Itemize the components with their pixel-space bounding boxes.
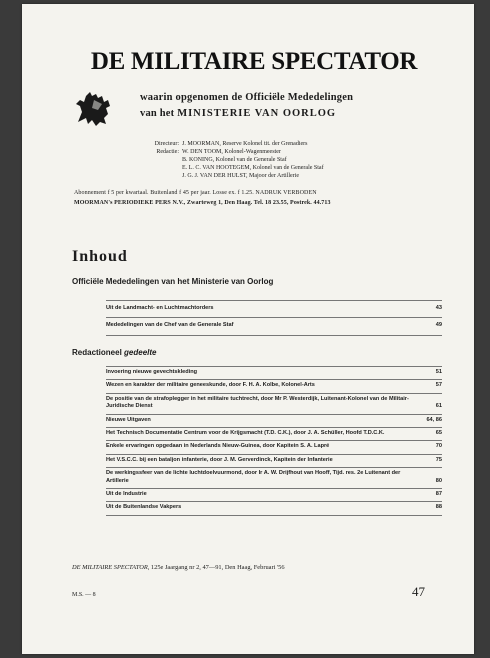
- toc-entry: [106, 502, 442, 515]
- toc-entry: [106, 394, 442, 415]
- toc-entry-page: 88: [435, 504, 442, 511]
- toc-entry-page: 43: [435, 305, 442, 311]
- redactie-label: Redactie:: [156, 149, 179, 155]
- toc-entry-page: 57: [435, 382, 442, 389]
- redactie-member: W. DEN TOOM, Kolonel-Wagenmeester: [182, 149, 281, 155]
- toc-entry-title: Het Technisch Documentatie Centrum voor de Krijgsmacht (T.D. C.K.), door J. A. Schüller, Hoofd T.D.C.K.: [106, 430, 385, 437]
- issue-footer: [72, 564, 444, 571]
- toc-entry: [106, 455, 442, 468]
- publisher-line: MOORMAN's PERIODIEKE PERS N.V., Zwarteweg 1, Den Haag. Tel. 18 23.55, Postrek. 44.713: [74, 200, 331, 206]
- toc-entry-page: 49: [435, 322, 442, 329]
- section-official-title: Officiële Mededelingen van het Ministerie van Oorlog: [72, 277, 274, 286]
- redactie-member: E. L. C. VAN HOOTEGEM, Kolonel van de Generale Staf: [182, 165, 324, 171]
- ms-label: M.S. — 8: [72, 592, 96, 598]
- ministry-name: MINISTERIE VAN OORLOG: [177, 108, 337, 119]
- toc-entry-title: Nieuwe Uitgaven: [106, 416, 151, 423]
- subscription-line: Abonnement f 5 per kwartaal. Buitenland f 45 per jaar. Losse ex. f 1.25. NADRUK VERBODEN: [74, 190, 317, 196]
- directeur-label: Directeur:: [154, 141, 179, 147]
- toc-entry-page: 87: [435, 491, 442, 498]
- contents-heading: Inhoud: [72, 248, 128, 265]
- masthead-title: DE MILITAIRE SPECTATOR: [90, 48, 418, 75]
- toc-entry: [106, 380, 442, 393]
- toc-entry-title: De werkingssfeer van de lichte luchtdoelvuurmond, door Ir A. W. Drijfhout van Hooff, Tijd. res. 2e Luitenant der Artillerie: [106, 470, 401, 484]
- toc-entry-title: Het V.S.C.C. bij een bataljon infanterie, door J. M. Gerverdinck, Kapitein der Infanterie: [106, 456, 333, 463]
- toc-entry-page: 75: [435, 456, 442, 463]
- toc-entry-page: 80: [435, 477, 442, 484]
- toc-entry: [106, 366, 442, 380]
- section-editorial-prefix: Redactioneel: [72, 348, 125, 357]
- subtitle-prefix: van het: [140, 108, 178, 119]
- toc-entry: [106, 300, 442, 318]
- document-page: [22, 4, 474, 654]
- subtitle-line1: waarin opgenomen de Officiële Mededelingen: [140, 92, 354, 103]
- toc-entry: [106, 441, 442, 454]
- toc-entry-title: Uit de Industrie: [106, 491, 147, 498]
- redactie-member: J. G. J. VAN DER HULST, Majoor der Artillerie: [182, 173, 299, 179]
- toc-entry: [106, 415, 442, 428]
- toc-entry-title: Enkele ervaringen opgedaan in Nederlands Nieuw-Guinea, door Kapitein S. A. Lapré: [106, 443, 330, 450]
- toc-entry-title: Uit de Buitenlandse Vakpers: [106, 504, 182, 511]
- toc-entry: [106, 318, 442, 335]
- staff-list: [139, 140, 439, 180]
- toc-entry-page: 64, 86: [426, 416, 442, 423]
- section-editorial-title: [72, 348, 156, 357]
- footer-journal-name: DE MILITAIRE SPECTATOR: [72, 564, 148, 571]
- toc-entry-title: Uit de Landmacht- en Luchtmachtorders: [106, 305, 214, 311]
- toc-editorial: [106, 366, 442, 516]
- toc-official: [106, 300, 442, 336]
- directeur-name: J. MOORMAN, Reserve Kolonel tit. der Grenadiers: [182, 141, 308, 147]
- toc-entry-title: De positie van de strafoplegger in het militaire tuchtrecht, door Mr P. Westerdijk, Luitenant-Kolonel van de Militair-Juridische Dienst: [106, 395, 409, 410]
- toc-entry-title: Mededelingen van de Chef van de Generale Staf: [106, 322, 234, 329]
- toc-entry-title: Invoering nieuwe gevechtskleding: [106, 369, 198, 375]
- toc-entry-page: 61: [435, 403, 442, 410]
- section-editorial-italic: gedeelte: [124, 348, 157, 357]
- page-number: 47: [412, 584, 425, 599]
- lion-crest-icon: [72, 88, 114, 128]
- toc-entry: [106, 428, 442, 441]
- toc-entry: [106, 489, 442, 502]
- footer-issue-info: , 125e Jaargang nr 2, 47—91, Den Haag, Februari '56: [147, 564, 285, 571]
- toc-entry-page: 65: [435, 430, 442, 437]
- subtitle-line2: [140, 108, 440, 119]
- toc-entry-page: 51: [435, 369, 442, 375]
- toc-entry-page: 70: [435, 443, 442, 450]
- redactie-member: B. KONING, Kolonel van de Generale Staf: [182, 157, 287, 163]
- toc-entry-title: Wezen en karakter der militaire geneeskunde, door F. H. A. Kolbe, Kolonel-Arts: [106, 382, 315, 389]
- toc-entry: [106, 468, 442, 489]
